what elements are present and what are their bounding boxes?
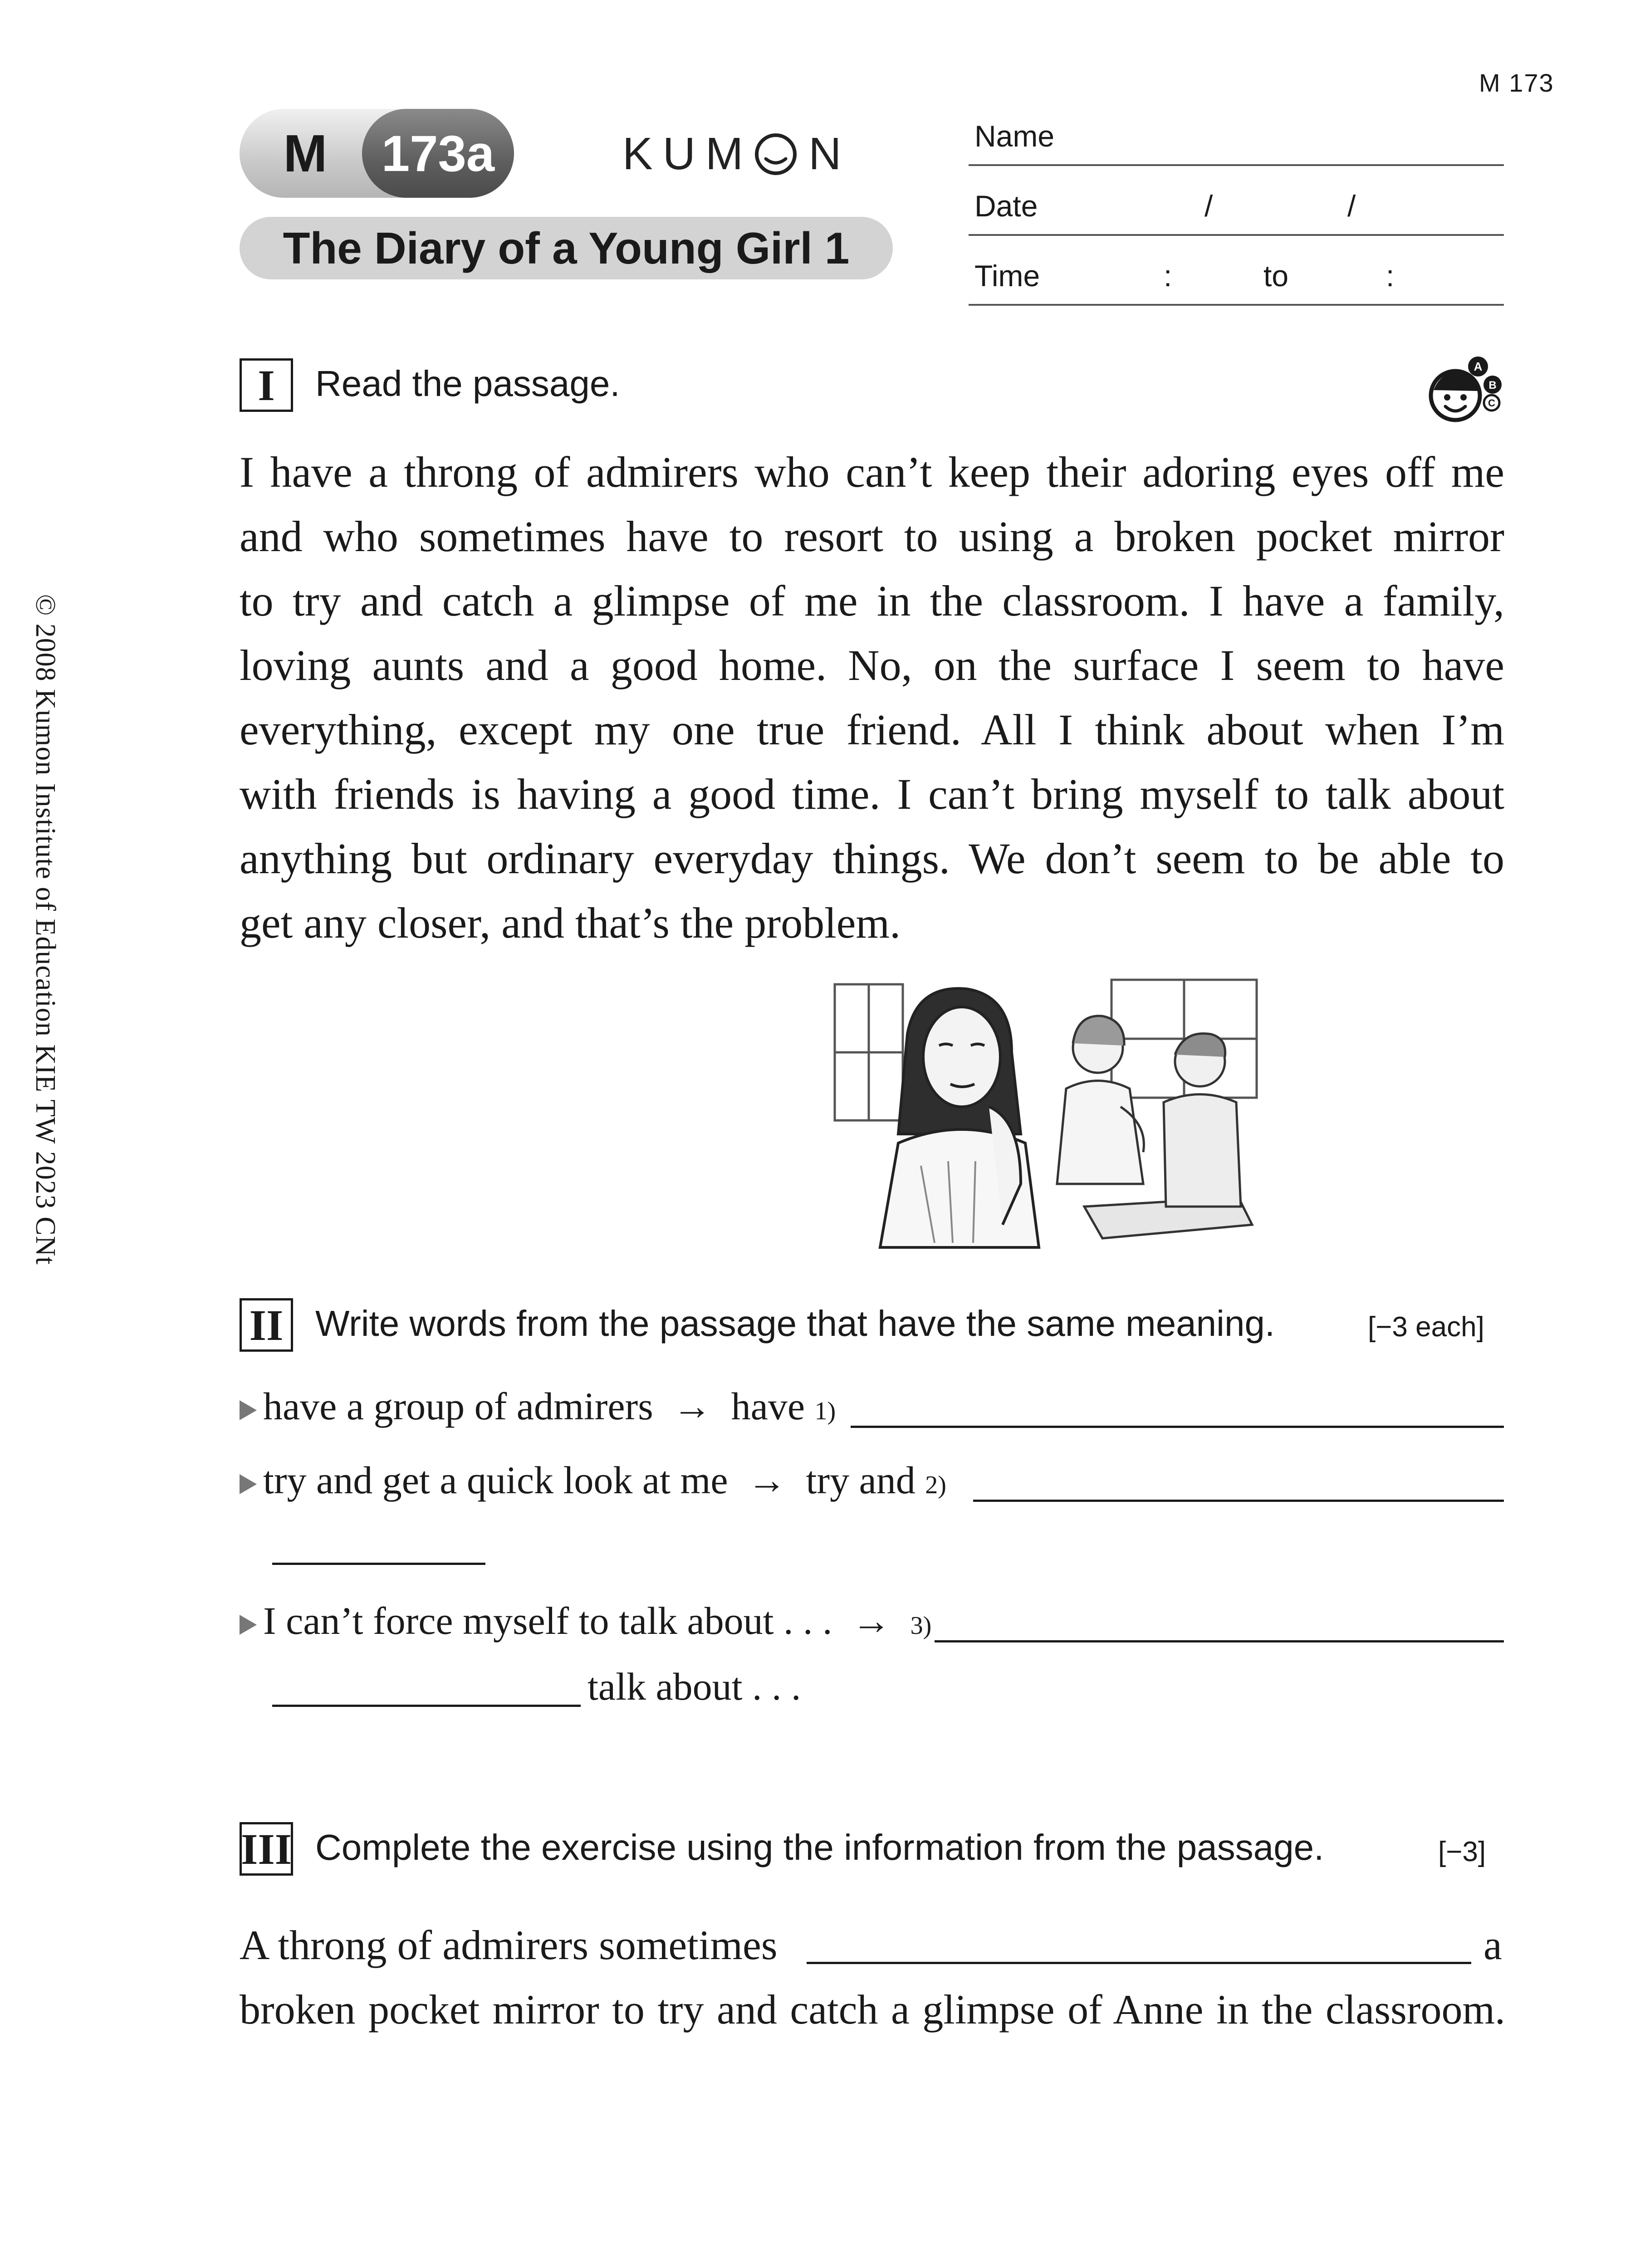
triangle-bullet-icon [240,1615,257,1635]
passage-line: get any closer, and that’s the problem. [240,899,901,947]
svg-text:C: C [1488,397,1495,409]
section-3-instruction: Complete the exercise using the information from the passage. [315,1827,1324,1867]
section-3-marker [240,1822,293,1876]
section-3-numeral: III [240,1824,292,1873]
page-code: M 173 [1479,68,1554,97]
exercise-item-1 [240,1383,836,1429]
answer-blank-3[interactable] [935,1640,1504,1642]
exercise-item-2 [240,1457,946,1503]
date-label: Date [974,189,1038,223]
section-3-score: [−3] [1438,1836,1486,1867]
svg-text:B: B [1488,379,1497,391]
svg-text:A: A [1474,360,1483,373]
exercise-3-line-end: a [1483,1922,1502,1968]
abc-reading-face-icon [1425,354,1506,426]
time-colon: : [1164,259,1172,293]
passage-line: loving aunts and a good home. No, on the surface I seem to have [240,641,1504,689]
section-2-instruction: Write words from the passage that have the same meaning. [315,1303,1275,1344]
section-1-instruction: Read the passage. [315,363,620,404]
name-field[interactable] [969,164,1504,166]
time-to-label: to [1263,259,1289,293]
time-colon: : [1386,259,1395,293]
section-2-marker [240,1298,293,1352]
passage-line: anything but ordinary everyday things. We don’t seem to be able to [240,834,1504,883]
section-1-marker [240,358,293,412]
logo-text-right: N [808,128,852,179]
worksheet-title-banner [240,217,893,279]
item-number: 2) [925,1471,946,1499]
name-label: Name [974,119,1055,153]
reading-passage [240,440,1504,955]
kumon-logo [622,128,851,180]
answer-blank-1[interactable] [851,1426,1504,1428]
passage-line: to try and catch a glimpse of me in the classroom. I have a family, [240,577,1504,625]
level-letter: M [283,124,328,183]
answer-blank-4[interactable] [807,1962,1471,1964]
answer-blank-2-cont[interactable] [272,1563,485,1565]
level-number: 173a [381,125,495,182]
passage-line: and who sometimes have to resort to using a broken pocket mirror [240,512,1504,561]
worksheet-title: The Diary of a Young Girl 1 [283,223,850,273]
item-tail: talk about . . . [587,1665,801,1708]
item-number: 3) [910,1612,932,1640]
date-separator: / [1347,189,1356,223]
item-prompt: have a group of admirers [263,1384,653,1428]
exercise-3-line-start: A throng of admirers sometimes [240,1922,778,1968]
arrow-icon: → [747,1458,787,1502]
level-badge [240,109,514,198]
copyright-notice: © 2008 Kumon Institute of Education KIE TW 2023 CNt [30,594,61,1265]
section-1-numeral: I [258,361,275,410]
logo-text-left: KUM [622,128,754,179]
item-prompt: I can’t force myself to talk about . . . [263,1599,832,1642]
item-lead: have [731,1384,805,1428]
item-number: 1) [814,1397,836,1425]
section-2-score: [−3 each] [1368,1311,1484,1343]
section-2-numeral: II [249,1300,284,1349]
triangle-bullet-icon [240,1400,257,1420]
passage-line: everything, except my one true friend. All I think about when I’m [240,705,1504,754]
exercise-item-3 [240,1598,931,1643]
answer-blank-3-cont[interactable] [272,1705,581,1707]
time-field[interactable] [969,304,1504,306]
item-prompt: try and get a quick look at me [263,1458,728,1502]
answer-blank-2[interactable] [973,1500,1504,1502]
triangle-bullet-icon [240,1474,257,1494]
arrow-icon: → [672,1384,712,1428]
passage-line: I have a throng of admirers who can’t keep their adoring eyes off me [240,448,1504,496]
girl-with-friends-illustration [830,971,1261,1252]
date-field[interactable] [969,234,1504,236]
item-lead: try and [806,1458,915,1502]
exercise-3-line-2: broken pocket mirror to try and catch a glimpse of Anne in the classroom. [240,1986,1505,2033]
date-separator: / [1204,189,1213,223]
passage-line: with friends is having a good time. I can’t bring myself to talk about [240,770,1504,818]
kumon-face-icon [753,132,798,177]
arrow-icon: → [852,1599,891,1642]
time-label: Time [974,259,1040,293]
